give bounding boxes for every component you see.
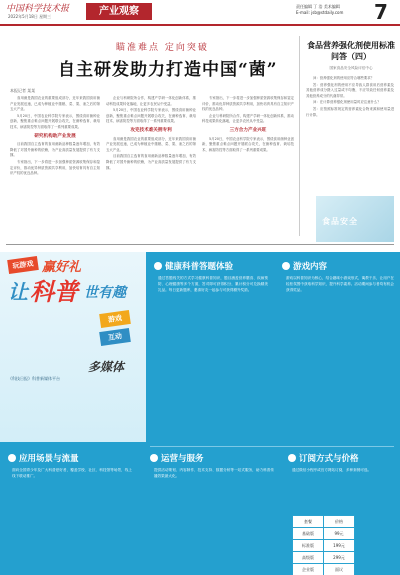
quiz-icon (154, 262, 162, 270)
scenario-icon (8, 454, 16, 462)
interact-tag: 互动 (99, 328, 131, 346)
hero-word-1: 让 (8, 280, 28, 304)
table-cell: 99元 (324, 528, 355, 540)
sidebar-source: 国家食品安全风险评估中心 (329, 66, 373, 70)
article-paragraph: 目前我国自主选育的食用菌新品种数量逐年增加，有效降低了对国外菌种的依赖，为产业高质量发展提供了有力支撑。 (106, 154, 196, 170)
page-number: 7 (374, 0, 388, 24)
table-cell: 面议 (324, 564, 355, 575)
article-column-3 (202, 96, 294, 242)
panel-title-quiz (154, 260, 233, 272)
table-row (293, 540, 355, 552)
table-cell: 299元 (324, 552, 355, 564)
panel-title-scenario (8, 452, 79, 464)
article-byline: 本报记者 某某 (10, 88, 36, 93)
contact-line: E-mail: jsb@stdaily.com (296, 10, 344, 15)
panel-title-service (150, 452, 204, 464)
table-row (293, 564, 355, 575)
article-paragraph: 5月20日，中国农业科学院专家表示，围绕食用菌种业创新，聚焦重点难点问题开展联合攻关，在菌种选育、栽培技术、病害防控等方面取得了一系列重要成果。 (10, 113, 100, 129)
article-paragraph: 专家指出，下一步将进一步加强种质资源收集保存和鉴定评价，推动优异种质资源共享利用，加快培育具有自主知识产权的优良品种。 (202, 96, 294, 112)
table-header: 价格 (324, 516, 355, 528)
service-icon (150, 454, 158, 462)
sidebar-body (306, 76, 394, 192)
hero-word-2: 科普 (30, 278, 78, 306)
play-tag: 玩游戏 (7, 256, 39, 274)
game-icon (282, 262, 290, 270)
panel-title-text: 健康科普答题体验 (165, 262, 234, 272)
article-mid-heading: 研究机构助产业发展 (34, 133, 76, 139)
table-header: 套餐 (293, 516, 324, 528)
table-row (293, 552, 355, 564)
table-cell: 高级版 (293, 552, 324, 564)
panel-title-text: 游戏内容 (293, 262, 328, 272)
table-cell: 企业版 (293, 564, 324, 575)
table-cell: 基础版 (293, 528, 324, 540)
article-mid-heading: 三方合力产业兴旺 (229, 127, 267, 133)
editor-info (296, 4, 343, 16)
table-row (293, 528, 355, 540)
article-mid-heading: 攻克技术难关拥专利 (130, 127, 172, 133)
sidebar-answer: 答：营养强化剂的使用不应导致人群食用后营养素及其他营养成分摄入过量或不均衡，不应导致任何营养素及其他营养成分的代谢异常。 (306, 82, 394, 98)
section-divider (6, 244, 394, 245)
editor-line: 责任编辑 丁 浩 美术编辑 (296, 4, 340, 9)
win-tag: 赢好礼 (42, 260, 82, 275)
article-title: 自主研发助力打造中国“菌” (58, 60, 278, 80)
article-paragraph: 企业与科研院所合作，构建产学研一体化创新体系，推动科技成果转化落地，让更多农民从中受益。 (202, 113, 294, 124)
panel-text-service: 提供活动策划、内容制作、技术支持、数据分析等一站式服务，助力科普传播效果最大化。 (154, 468, 274, 478)
sidebar-question: 问：营养强化剂的使用应符合哪些要求？ (313, 76, 375, 80)
article-paragraph: 5月20日，中国农业科学院专家表示，围绕食用菌种业创新，聚焦重点难点问题开展联合攻关，在菌种选育、栽培技术、病害防控等方面取得了一系列重要成果。 (106, 108, 196, 124)
sidebar-image-caption: 食品安全 (322, 217, 358, 226)
panel-title-text: 运营与服务 (161, 454, 204, 464)
panel-text-subscribe: 通过微信小程序或官方网站订阅，多种套餐可选。 (292, 468, 372, 472)
sidebar-answer: 答：应按照标准规定的营养素化合物来源和使用量进行计算。 (306, 106, 394, 117)
hero-word-3: 世有趣 (84, 285, 126, 301)
price-table (292, 515, 355, 575)
panel-title-text: 订阅方式与价格 (299, 454, 359, 464)
article-subtitle: 瞄准难点 定向突破 (116, 43, 209, 53)
column-divider (299, 36, 300, 236)
panel-title-game (282, 260, 327, 272)
panel-title-subscribe (288, 452, 359, 464)
issue-date: 2022年5月18日 星期三 (8, 14, 52, 19)
panel-text-game: 游戏以科普知识为核心，结合趣味小游戏形式，寓教于乐，让用户在轻松氛围中获取科学知识，提升科学素养。活动期间参与者均有机会获得奖品。 (286, 276, 394, 292)
panel-text-quiz: 通过答题闯关的方式学习健康科普知识，题目涵盖营养膳食、疾病预防、心理健康等多个方面，答对即可获得积分，累计积分可兑换精美礼品。每日更新题库，邀请好友一起参与可获得额外奖励。 (158, 276, 268, 292)
article-paragraph: 5月20日，中国农业科学院专家表示，围绕食用菌种业创新，聚焦重点难点问题开展联合攻关，在菌种选育、栽培技术、病害防控等方面取得了一系列重要成果。 (202, 136, 294, 152)
article-column-1 (10, 96, 100, 242)
table-cell: 199元 (324, 540, 355, 552)
article-column-2 (106, 96, 196, 242)
table-row (293, 516, 355, 528)
table-cell: 标准版 (293, 540, 324, 552)
multimedia-label: 多媒体 (88, 360, 125, 374)
article-paragraph: 食用菌是我国农业的重要组成部分，近年来我国食用菌产业发展迅速，已成为种植业中继粮、菜、果、油之后的第五大产业。 (106, 136, 196, 152)
article-paragraph: 食用菌是我国农业的重要组成部分，近年来我国食用菌产业发展迅速，已成为种植业中继粮、菜、果、油之后的第五大产业。 (10, 96, 100, 112)
article-paragraph: 目前我国自主选育的食用菌新品种数量逐年增加，有效降低了对国外菌种的依赖，为产业高质量发展提供了有力支撑。 (10, 142, 100, 158)
sidebar-title: 食品营养强化剂使用标准问答（四） (307, 41, 395, 61)
game-tag: 游戏 (99, 310, 131, 328)
panel-title-text: 应用场景与流量 (19, 454, 79, 464)
article-paragraph: 专家指出，下一步将进一步加强种质资源收集保存和鉴定评价，推动优异种质资源共享利用，加快培育具有自主知识产权的优良品种。 (10, 159, 100, 176)
page-header (0, 0, 400, 26)
section-title: 产业观察 (86, 3, 152, 20)
banner-divider (150, 446, 394, 447)
newspaper-logo: 中国科学技术报 (6, 4, 70, 14)
article-paragraph: 企业与科研院所合作，构建产学研一体化创新体系，推动科技成果转化落地，让更多农民从中受益。 (106, 96, 196, 106)
sidebar-question: 问：在计算营养强化剂使用量时应注意什么？ (313, 100, 381, 105)
panel-text-scenario: 面向全国青少年及广大科普爱好者，覆盖学校、社区、科技馆等场景，线上线下联动推广。 (12, 468, 132, 478)
banner-note: 《科技日报》科普新媒体平台 (8, 376, 60, 381)
sidebar-image (316, 196, 394, 242)
subscribe-icon (288, 454, 296, 462)
